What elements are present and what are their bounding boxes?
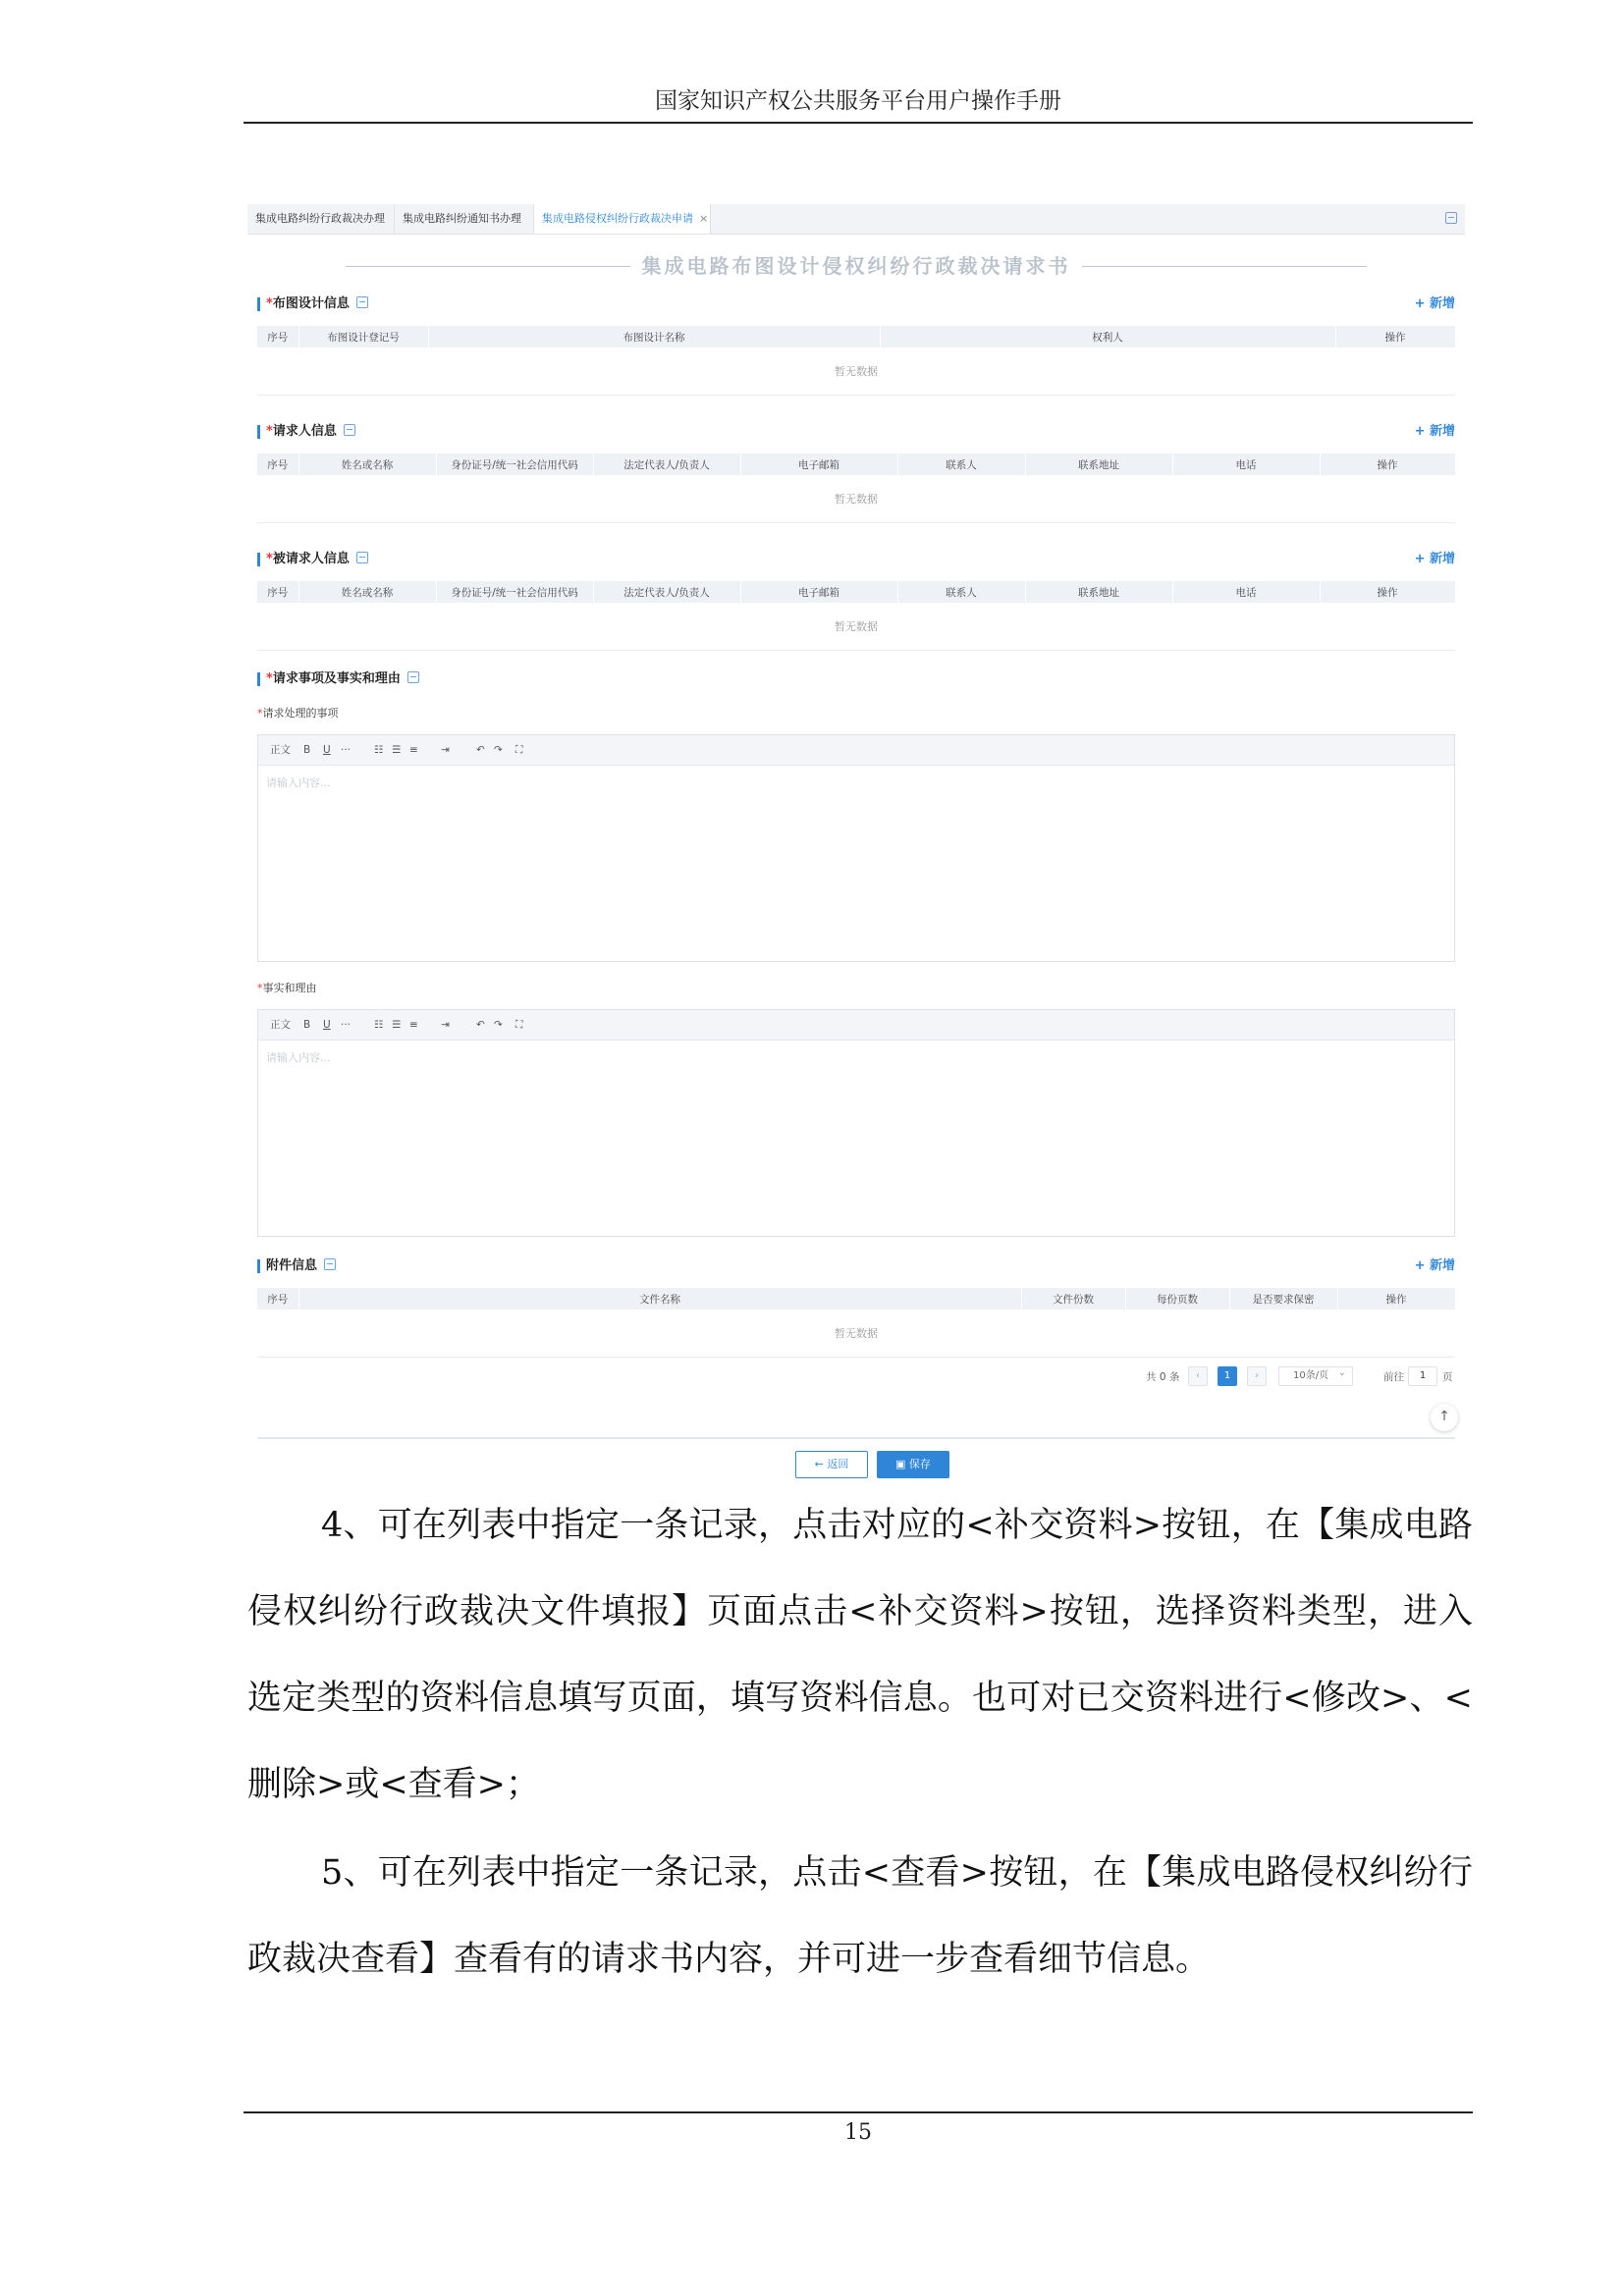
column-header: 序号 — [257, 581, 298, 603]
pager-prev-button[interactable]: ‹ — [1188, 1366, 1208, 1386]
title-divider-right — [1082, 266, 1367, 267]
required-mark: * — [266, 424, 273, 439]
numbered-list-icon[interactable]: ☰ — [392, 744, 402, 756]
save-button[interactable]: ▣ 保存 — [877, 1451, 949, 1478]
section-marker — [257, 297, 260, 311]
collapse-icon[interactable] — [407, 671, 419, 683]
indent-icon[interactable]: ⇥ — [441, 1019, 450, 1031]
add-respondent-button[interactable]: + 新增 — [1414, 552, 1455, 566]
column-header: 操作 — [1337, 1288, 1455, 1309]
editor-placeholder: 请输入内容... — [266, 1051, 331, 1064]
bold-icon[interactable]: B — [303, 744, 311, 756]
tab-infringement-application[interactable] — [534, 204, 711, 234]
pager-size-select[interactable]: 10条/页 ⌄ — [1278, 1366, 1353, 1386]
underline-icon[interactable]: U — [323, 744, 331, 756]
column-header: 姓名或名称 — [298, 581, 436, 603]
empty-state: 暂无数据 — [257, 1309, 1455, 1358]
undo-icon[interactable]: ↶ — [476, 744, 485, 756]
undo-icon[interactable]: ↶ — [476, 1019, 485, 1031]
title-divider-left — [346, 266, 630, 267]
fullscreen-icon[interactable]: ⛶ — [515, 1019, 523, 1031]
footer-divider — [257, 1437, 1455, 1439]
close-icon[interactable]: × — [699, 212, 709, 225]
section-attachments — [257, 1255, 1455, 1340]
column-header: 姓名或名称 — [298, 454, 436, 475]
section-title — [266, 667, 419, 691]
indent-icon[interactable]: ⇥ — [441, 744, 450, 756]
column-header: 电子邮箱 — [740, 454, 897, 475]
form-title — [247, 253, 1465, 279]
section-marker — [257, 672, 260, 686]
collapse-icon[interactable] — [344, 424, 355, 436]
tab-dispute-ruling[interactable] — [247, 204, 395, 234]
back-button[interactable]: ← 返回 — [795, 1451, 868, 1478]
column-header: 法定代表人/负责人 — [593, 581, 740, 603]
column-header: 操作 — [1335, 326, 1455, 347]
underline-icon[interactable]: U — [323, 1019, 331, 1031]
required-mark: * — [257, 982, 263, 994]
layout-table — [257, 326, 1456, 396]
section-marker — [257, 425, 260, 439]
column-header: 联系地址 — [1025, 454, 1172, 475]
pager-current-page[interactable]: 1 — [1218, 1366, 1237, 1386]
pager-goto-label: 前往 — [1383, 1371, 1404, 1383]
add-layout-button[interactable]: + 新增 — [1414, 296, 1455, 311]
column-header: 联系人 — [897, 454, 1025, 475]
required-mark: * — [266, 671, 273, 686]
section-matters — [257, 667, 1455, 691]
align-icon[interactable]: ≡ — [409, 744, 418, 756]
section-title — [266, 548, 368, 571]
column-header: 电话 — [1172, 581, 1320, 603]
section-layout-design — [257, 293, 1455, 378]
section-title — [266, 420, 355, 444]
section-marker — [257, 553, 260, 566]
column-header: 电子邮箱 — [740, 581, 897, 603]
pager-total: 共 0 条 — [1146, 1371, 1180, 1383]
redo-icon[interactable]: ↷ — [494, 744, 503, 756]
column-header: 布图设计登记号 — [298, 326, 428, 347]
column-header: 身份证号/统一社会信用代码 — [436, 581, 593, 603]
redo-icon[interactable]: ↷ — [494, 1019, 503, 1031]
empty-state: 暂无数据 — [257, 347, 1455, 396]
editor-placeholder: 请输入内容... — [266, 776, 331, 789]
required-mark: * — [266, 552, 273, 566]
field-label-text: 请求处理的事项 — [262, 707, 339, 720]
numbered-list-icon[interactable]: ☰ — [392, 1019, 402, 1031]
paragraph-style-select[interactable]: 正文 — [270, 744, 291, 756]
required-mark: * — [257, 707, 263, 720]
column-header: 文件名称 — [298, 1288, 1021, 1309]
header-rule — [244, 122, 1473, 124]
field-label-matters — [257, 705, 339, 721]
column-header: 序号 — [257, 454, 298, 475]
column-header: 布图设计名称 — [428, 326, 880, 347]
field-label-facts — [257, 980, 317, 995]
footer-rule — [244, 2111, 1473, 2113]
bullet-list-icon[interactable]: ☷ — [374, 744, 384, 756]
bullet-list-icon[interactable]: ☷ — [374, 1019, 384, 1031]
attachments-table — [257, 1288, 1456, 1358]
paragraph-4: 4、可在列表中指定一条记录，点击对应的<补交资料>按钮，在【集成电路侵权纠纷行政裁决文件填报】页面点击<补交资料>按钮，选择资料类型，进入选定类型的资料信息填写页面，填写资料信息。也可对已交资料进行<修改>、<删除>或<查看>； — [247, 1506, 1473, 1804]
section-title-text: 被请求人信息 — [272, 552, 350, 566]
column-header: 身份证号/统一社会信用代码 — [436, 454, 593, 475]
paragraph-style-select[interactable]: 正文 — [270, 1019, 291, 1031]
editor-toolbar — [258, 735, 1454, 766]
section-title-text: 请求人信息 — [272, 424, 337, 439]
column-header: 操作 — [1320, 454, 1455, 475]
add-requester-button[interactable]: + 新增 — [1414, 424, 1455, 439]
more-styles-icon[interactable]: ··· — [341, 1019, 352, 1031]
tab-notice-handling[interactable] — [395, 204, 534, 234]
tab-label: 集成电路纠纷行政裁决办理 — [255, 212, 385, 225]
back-to-top-button[interactable]: ↑ — [1431, 1404, 1458, 1431]
page-number: 15 — [844, 2120, 872, 2145]
empty-state: 暂无数据 — [257, 603, 1455, 651]
section-title-text: 布图设计信息 — [272, 296, 350, 311]
editor-toolbar — [258, 1010, 1454, 1041]
collapse-icon[interactable] — [324, 1258, 336, 1270]
empty-state: 暂无数据 — [257, 475, 1455, 523]
section-respondent — [257, 548, 1455, 633]
section-title — [266, 1255, 336, 1278]
column-header: 文件份数 — [1021, 1288, 1125, 1309]
pager-page-unit: 页 — [1442, 1371, 1453, 1383]
column-header: 法定代表人/负责人 — [593, 454, 740, 475]
tab-label: 集成电路侵权纠纷行政裁决申请 — [542, 212, 693, 225]
collapse-icon[interactable] — [356, 296, 368, 308]
column-header: 序号 — [257, 326, 298, 347]
align-icon[interactable]: ≡ — [409, 1019, 418, 1031]
column-header: 操作 — [1320, 581, 1455, 603]
column-header: 联系地址 — [1025, 581, 1172, 603]
pager-next-button[interactable]: › — [1247, 1366, 1267, 1386]
app-screenshot — [247, 204, 1465, 1480]
column-header: 序号 — [257, 1288, 298, 1309]
doc-header-title: 国家知识产权公共服务平台用户操作手册 — [655, 88, 1061, 114]
matters-editor[interactable] — [257, 734, 1455, 962]
pager-goto-input[interactable]: 1 — [1408, 1366, 1437, 1386]
field-label-text: 事实和理由 — [262, 982, 317, 994]
fullscreen-icon[interactable]: ⛶ — [515, 744, 523, 756]
tab-bar — [247, 204, 1465, 235]
section-requester — [257, 420, 1455, 506]
required-mark: * — [266, 296, 273, 311]
column-header: 每份页数 — [1125, 1288, 1229, 1309]
add-attachment-button[interactable]: + 新增 — [1414, 1258, 1455, 1273]
column-header: 电话 — [1172, 454, 1320, 475]
facts-editor[interactable] — [257, 1009, 1455, 1237]
section-title — [266, 293, 368, 316]
section-marker — [257, 1259, 260, 1273]
section-title-text: 附件信息 — [266, 1258, 318, 1273]
collapse-icon[interactable] — [356, 552, 368, 563]
column-header: 权利人 — [880, 326, 1335, 347]
respondent-table — [257, 581, 1456, 651]
bold-icon[interactable]: B — [303, 1019, 311, 1031]
tab-menu-icon[interactable] — [1445, 212, 1457, 224]
column-header: 是否要求保密 — [1229, 1288, 1337, 1309]
paragraph-5: 5、可在列表中指定一条记录，点击<查看>按钮，在【集成电路侵权纠纷行政裁决查看】查看有的请求书内容，并可进一步查看细节信息。 — [247, 1853, 1473, 1979]
more-styles-icon[interactable]: ··· — [341, 744, 352, 756]
form-title-text: 集成电路布图设计侵权纠纷行政裁决请求书 — [641, 254, 1071, 278]
column-header: 联系人 — [897, 581, 1025, 603]
tab-label: 集成电路纠纷通知书办理 — [403, 212, 521, 225]
section-title-text: 请求事项及事实和理由 — [272, 671, 401, 686]
requester-table — [257, 454, 1456, 523]
